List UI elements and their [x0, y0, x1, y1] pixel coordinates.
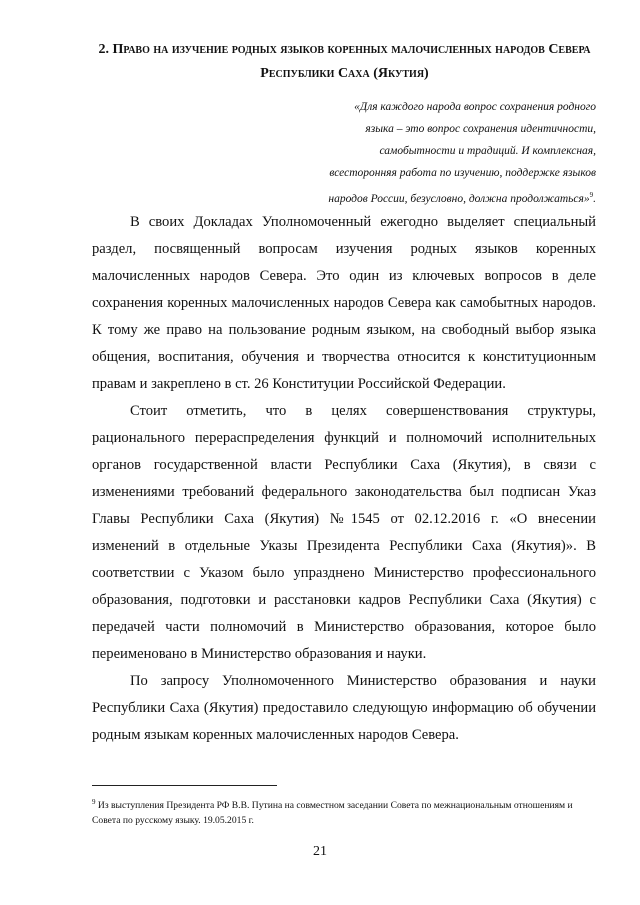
epigraph [300, 96, 596, 210]
section-heading: 2. Право на изучение родных языков коренных малочисленных народов Севера Республики Саха (Якутия) [98, 42, 591, 81]
epigraph-line: «Для каждого народа вопрос сохранения родного [354, 101, 596, 113]
paragraph: По запросу Уполномоченного Министерство образования и науки Республики Саха (Якутия) предоставило следующую информацию об обучении родным языкам коренных малочисленных народов Севера. [92, 673, 596, 743]
epigraph-line: языка – это вопрос сохранения идентичности, [365, 123, 596, 135]
epigraph-line: самобытности и традиций. И комплексная, [379, 145, 596, 157]
footnote-text: Из выступления Президента РФ В.В. Путина на совместном заседании Совета по межнациональным отношениям и Совета по русскому языку. 19.05.2015 г. [92, 800, 573, 827]
body-text [92, 209, 596, 749]
footnote-divider [92, 785, 277, 786]
footnote-number: 9 [92, 798, 96, 806]
epigraph-line: народов России, безусловно, должна продолжаться» [328, 192, 590, 205]
page-number: 21 [313, 844, 327, 859]
epigraph-end: . [593, 192, 596, 205]
epigraph-line: всесторонняя работа по изучению, поддержке языков [329, 167, 596, 179]
footnote [92, 795, 596, 828]
paragraph: Стоит отметить, что в целях совершенствования структуры, рационального перераспределения функций и полномочий исполнительных органов государственной власти Республики Саха (Якутия), в связи с изменениями требований федерального законодательства был подписан Указ Главы Республики Саха (Якутия) №1545 от 02.12.2016 г. «О внесении изменений в отдельные Указы Президента Республики Саха (Якутия)». В соответствии с Указом было упразднено Министерство профессионального образования, подготовки и расстановки кадров Республики Саха (Якутия) с передачей части полномочий в Министерство образования, которое было переименовано в Министерство образования и науки. [92, 403, 596, 662]
footnote-reference[interactable]: 9 [589, 191, 594, 199]
paragraph: В своих Докладах Уполномоченный ежегодно выделяет специальный раздел, посвященный вопросам изучения родных языков коренных малочисленных народов Севера. Это один из ключевых вопросов в деле сохранения коренных малочисленных народов Севера как самобытных народов. К тому же право на пользование родным языком, на свободный выбор языка общения, воспитания, обучения и творчества относится к конституционным правам и закреплено в ст. 26 Конституции Российской Федерации. [92, 214, 596, 392]
